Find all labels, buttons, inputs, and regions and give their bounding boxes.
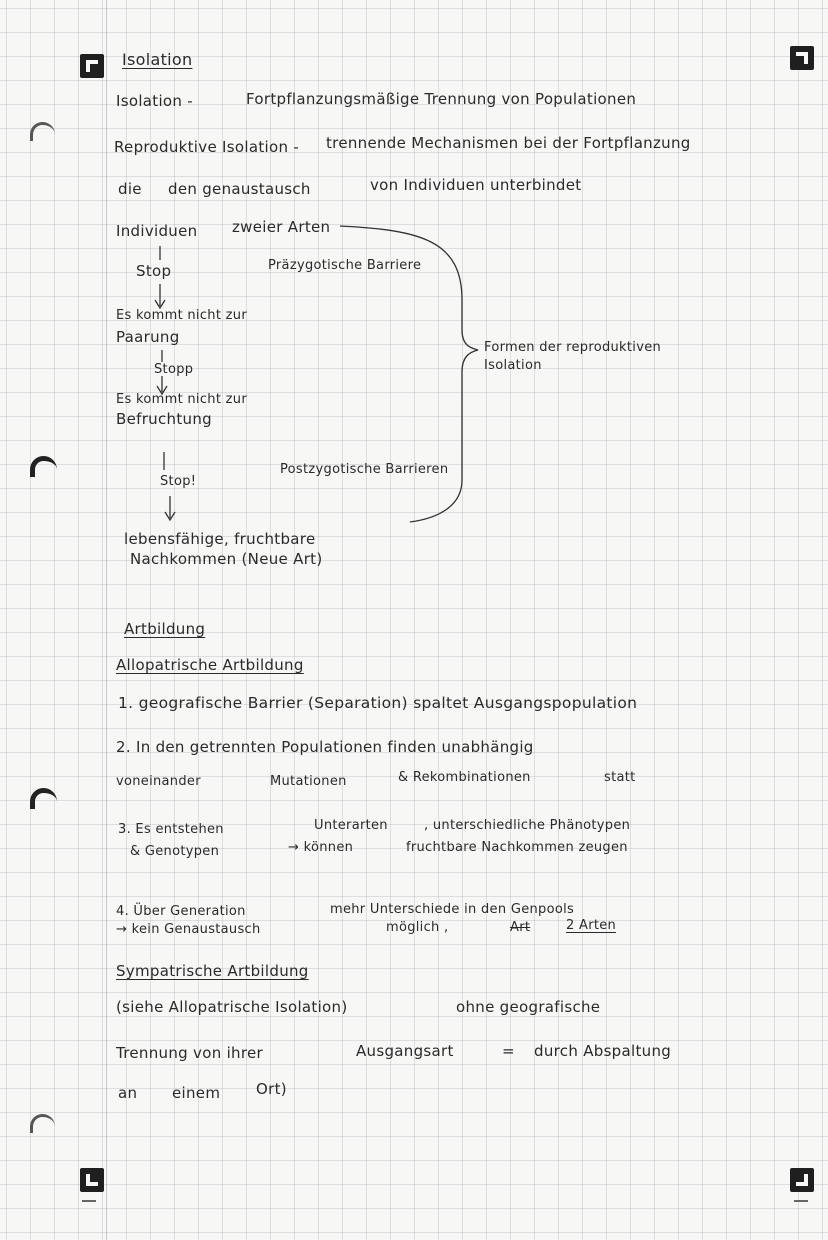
flow-stop-3: Stop!: [160, 474, 197, 489]
sympatric-line-2c: =: [502, 1042, 515, 1060]
allopatric-point-2e: statt: [604, 770, 636, 785]
sympatric-line-1a: (siehe Allopatrische Isolation): [116, 998, 348, 1016]
text-line3: von Individuen unterbindet: [370, 176, 582, 194]
flow-step-mating-2: Paarung: [116, 328, 180, 346]
sympatric-line-1b: ohne geografische: [456, 998, 601, 1016]
heading-allopatric: Allopatrische Artbildung: [116, 656, 304, 674]
text-isolation-label: Isolation -: [116, 92, 193, 110]
text-two-species: zweier Arten: [232, 218, 331, 236]
allopatric-point-4a: 4. Über Generation: [116, 904, 246, 919]
brace-label-1: Formen der reproduktiven: [484, 340, 662, 355]
allopatric-point-3f: fruchtbare Nachkommen zeugen: [406, 840, 628, 855]
allopatric-point-2d: & Rekombinationen: [398, 770, 531, 785]
allopatric-point-3d: & Genotypen: [130, 844, 220, 859]
sympatric-line-3b: einem: [172, 1084, 221, 1102]
allopatric-point-3c: , unterschiedliche Phänotypen: [424, 818, 631, 833]
allopatric-point-2c: Mutationen: [270, 774, 347, 789]
page-title: Isolation: [122, 50, 193, 69]
flow-stop-2: Stopp: [154, 362, 194, 377]
text-repro-definition: trennende Mechanismen bei der Fortpflanzung: [326, 134, 691, 152]
sympatric-line-3c: Ort): [256, 1080, 287, 1098]
allopatric-point-4e-struck: Art: [510, 920, 531, 935]
heading-artbildung: Artbildung: [124, 620, 206, 638]
flow-result-1: lebensfähige, fruchtbare: [124, 530, 316, 548]
sympatric-line-3a: an: [118, 1084, 138, 1102]
allopatric-point-2a: 2. In den getrennten Populationen finden unabhängig: [116, 738, 534, 756]
text-line3: die: [118, 180, 142, 198]
flow-prezygotic-barrier: Präzygotische Barriere: [268, 258, 422, 273]
allopatric-point-3a: 3. Es entstehen: [118, 822, 224, 837]
text-individuals: Individuen: [116, 222, 198, 240]
sympatric-line-2b: Ausgangsart: [356, 1042, 454, 1060]
allopatric-point-3e: → können: [288, 840, 354, 855]
allopatric-point-4f: 2 Arten: [566, 918, 617, 933]
allopatric-point-4b: mehr Unterschiede in den Genpools: [330, 902, 575, 917]
allopatric-point-2b: voneinander: [116, 774, 201, 789]
allopatric-point-4c: → kein Genaustausch: [116, 922, 261, 937]
flow-step-fertilization-2: Befruchtung: [116, 410, 212, 428]
text-isolation-definition: Fortpflanzungsmäßige Trennung von Populationen: [246, 90, 637, 108]
allopatric-point-3b: Unterarten: [314, 818, 388, 833]
heading-sympatric: Sympatrische Artbildung: [116, 962, 309, 980]
text-repro-label: Reproduktive Isolation -: [114, 138, 300, 156]
flow-step-mating-1: Es kommt nicht zur: [116, 308, 247, 323]
flow-stop-1: Stop: [136, 262, 172, 280]
brace-label-2: Isolation: [484, 358, 542, 373]
allopatric-point-1: 1. geografische Barrier (Separation) spaltet Ausgangspopulation: [118, 694, 638, 712]
flow-step-fertilization-1: Es kommt nicht zur: [116, 392, 247, 407]
allopatric-point-4d: möglich ,: [386, 920, 449, 935]
flow-result-2: Nachkommen (Neue Art): [130, 550, 323, 568]
sympatric-line-2d: durch Abspaltung: [534, 1042, 672, 1060]
sympatric-line-2a: Trennung von ihrer: [116, 1044, 263, 1062]
text-line3: den genaustausch: [168, 180, 311, 198]
flow-postzygotic-barrier: Postzygotische Barrieren: [280, 462, 449, 477]
